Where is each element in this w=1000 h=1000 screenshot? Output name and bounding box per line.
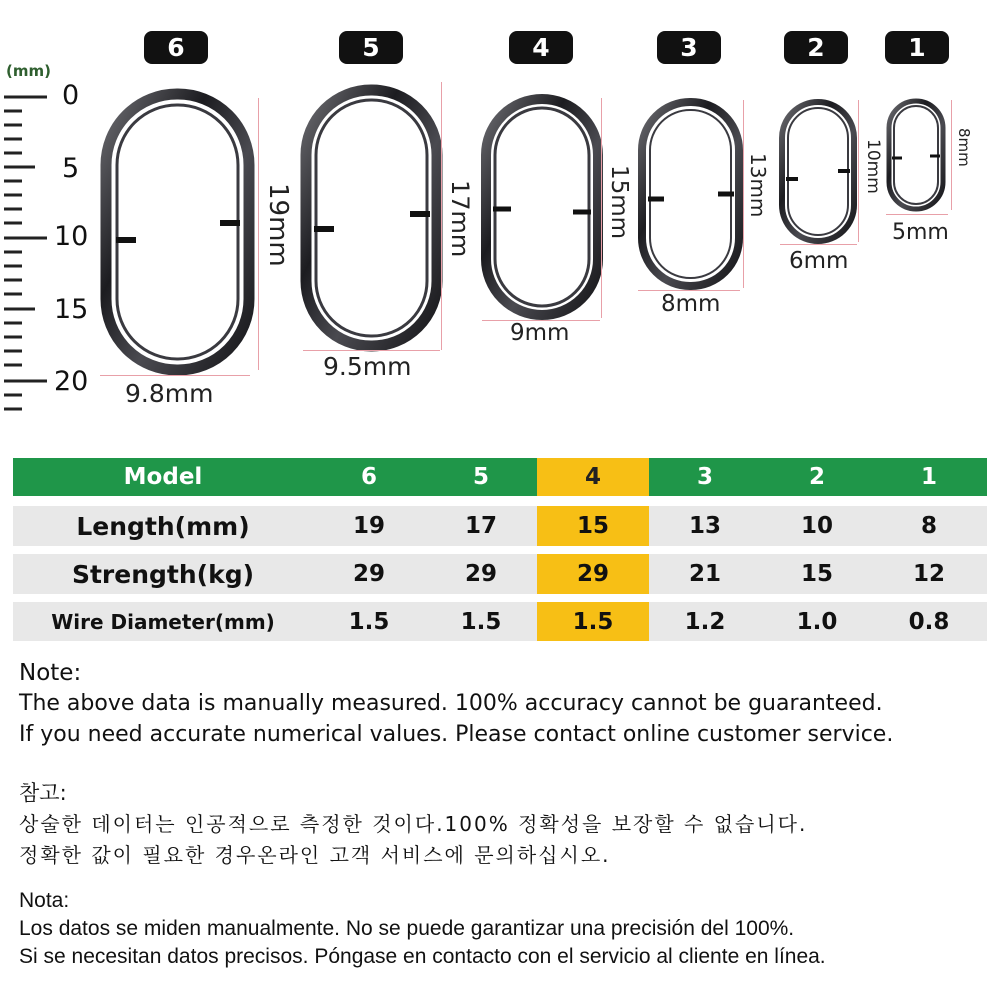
length-label-5: 17mm [446, 180, 474, 258]
table-row-strength [13, 554, 987, 594]
ruler-label-10: 10 [54, 221, 89, 252]
split-ring-3 [638, 98, 743, 290]
header-cell: 1 [920, 464, 937, 490]
width-label-3: 8mm [661, 291, 721, 317]
length-label-3: 13mm [746, 153, 770, 218]
length-line-5 [441, 82, 442, 350]
note-ko-line1: 상술한 데이터는 인공적으로 측정한 것이다.100% 정확성을 보장할 수 없습니다. [19, 812, 808, 836]
table-cell: 1.5 [348, 608, 390, 635]
table-cell-highlight: 15 [537, 506, 649, 546]
width-line-1 [886, 214, 948, 215]
table-row-wire-diameter [13, 602, 987, 641]
table-cell: 13 [688, 513, 721, 539]
ruler-unit-label: (mm) [6, 62, 51, 80]
model-badge-5: 5 [339, 31, 403, 64]
ruler-label-20: 20 [54, 366, 89, 397]
table-row-length [13, 506, 987, 546]
length-line-1 [951, 100, 952, 210]
table-cell: 17 [464, 513, 497, 539]
table-cell: 1.0 [796, 608, 838, 635]
length-line-3 [743, 100, 744, 288]
table-cell: 0.8 [908, 608, 950, 635]
header-cell: 2 [808, 464, 825, 490]
table-cell: 19 [352, 513, 385, 539]
width-label-6: 9.8mm [125, 379, 214, 408]
length-label-2: 10mm [863, 139, 883, 194]
table-cell: 29 [352, 561, 385, 587]
note-es-title: Nota: [19, 889, 70, 912]
ruler-label-5: 5 [62, 153, 80, 184]
split-ring-2 [779, 99, 857, 244]
note-es-line1: Los datos se miden manualmente. No se puede garantizar una precisión del 100%. [19, 917, 795, 940]
header-cell: 6 [360, 464, 377, 490]
model-badge-1: 1 [885, 31, 949, 64]
row-label: Length(mm) [76, 511, 250, 541]
width-label-4: 9mm [510, 320, 570, 346]
table-cell: 10 [800, 513, 833, 539]
split-ring-5 [300, 84, 443, 352]
table-cell: 21 [688, 561, 721, 587]
width-line-5 [303, 350, 440, 351]
table-cell: 12 [912, 561, 945, 587]
model-badge-6: 6 [144, 31, 208, 64]
width-line-6 [100, 375, 250, 376]
table-cell: 15 [800, 561, 833, 587]
ruler-label-15: 15 [54, 294, 89, 325]
note-ko-line2: 정확한 값이 필요한 경우온라인 고객 서비스에 문의하십시오. [19, 843, 611, 867]
table-cell-highlight: 29 [537, 554, 649, 594]
table-cell: 29 [464, 561, 497, 587]
ruler [0, 0, 60, 420]
split-ring-4 [481, 94, 603, 320]
header-cell-highlight: 4 [537, 458, 649, 496]
header-cell: 5 [472, 464, 489, 490]
split-ring-6 [100, 88, 255, 376]
model-badge-2: 2 [784, 31, 848, 64]
width-label-5: 9.5mm [323, 352, 412, 381]
width-label-2: 6mm [789, 248, 849, 274]
width-line-2 [780, 244, 857, 245]
split-ring-1 [886, 98, 946, 212]
table-cell: 8 [920, 513, 937, 539]
length-line-6 [258, 98, 259, 370]
table-cell: 1.5 [460, 608, 502, 635]
header-model-label: Model [123, 464, 203, 490]
model-badge-3: 3 [657, 31, 721, 64]
table-cell-highlight: 1.5 [537, 602, 649, 641]
note-en-line1: The above data is manually measured. 100% accuracy cannot be guaranteed. [19, 691, 883, 716]
note-en-title: Note: [19, 660, 82, 686]
row-label: Strength(kg) [71, 559, 255, 589]
note-ko-title: 참고: [19, 781, 67, 805]
length-label-1: 8mm [955, 128, 973, 167]
row-label: Wire Diameter(mm) [51, 609, 275, 634]
note-en-line2: If you need accurate numerical values. Please contact online customer service. [19, 722, 894, 747]
length-line-4 [601, 98, 602, 318]
length-line-2 [858, 100, 859, 242]
length-label-6: 19mm [263, 183, 293, 267]
width-label-1: 5mm [892, 220, 949, 245]
table-cell: 1.2 [684, 608, 726, 635]
ruler-label-0: 0 [62, 80, 80, 111]
model-badge-4: 4 [509, 31, 573, 64]
length-label-4: 15mm [606, 165, 632, 240]
table-header-row [13, 458, 987, 496]
note-es-line2: Si se necesitan datos precisos. Póngase en contacto con el servicio al cliente en línea. [19, 945, 826, 968]
header-cell: 3 [696, 464, 713, 490]
